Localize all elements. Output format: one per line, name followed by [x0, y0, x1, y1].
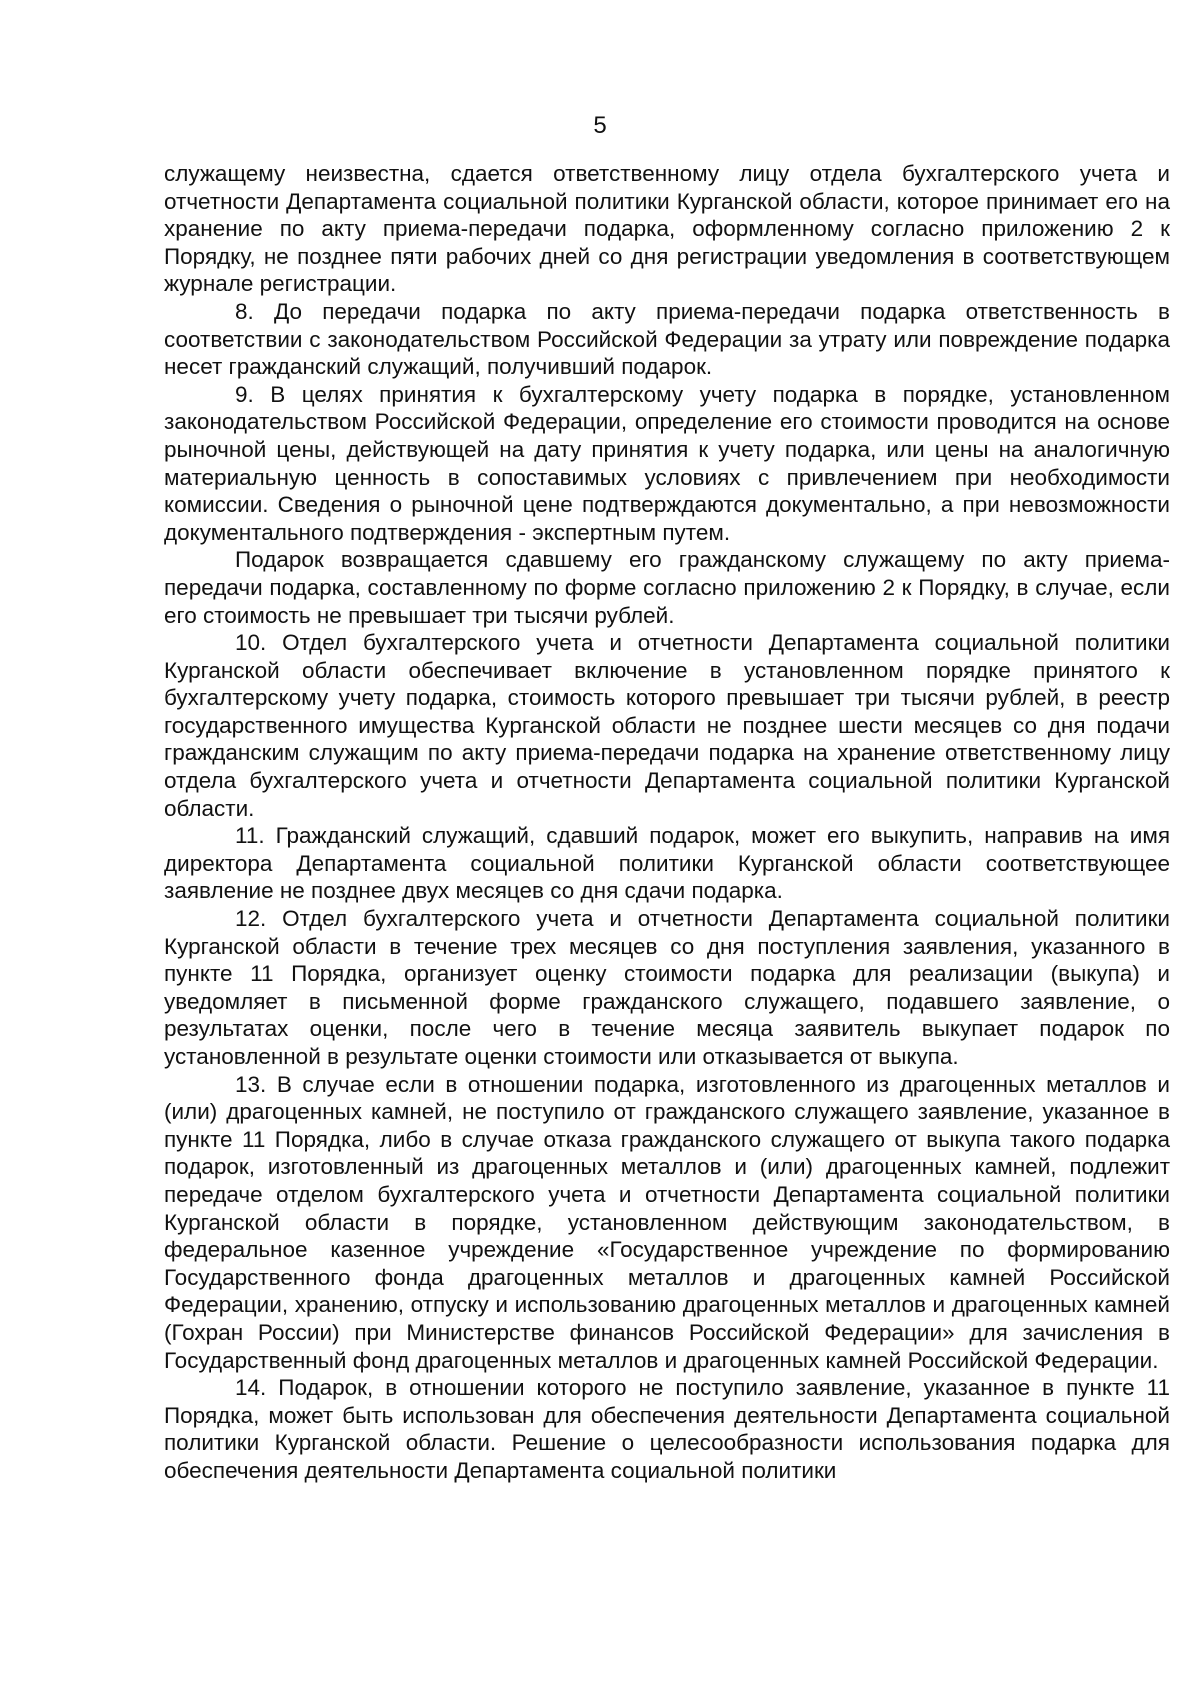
paragraph-item-8: 8. До передачи подарка по акту приема-передачи подарка ответственность в соответствии с законодательством Российской Федерации за утрату или повреждение подарка несет гражданский служащий, получивший подарок.	[164, 298, 1170, 380]
paragraph-item-10: 10. Отдел бухгалтерского учета и отчетности Департамента социальной политики Курганской области обеспечивает включение в установленном порядке принятого к бухгалтерскому учету подарка, стоимость которого превышает три тысячи рублей, в реестр государственного имущества Курганской области не позднее шести месяцев со дня подачи гражданским служащим по акту приема-передачи подарка на хранение ответственному лицу отдела бухгалтерского учета и отчетности Департамента социальной политики Курганской области.	[164, 630, 1170, 821]
paragraph-item-9: 9. В целях принятия к бухгалтерскому учету подарка в порядке, установленном законодательством Российской Федерации, определение его стоимости проводится на основе рыночной цены, действующей на дату принятия к учету подарка, или цены на аналогичную материальную ценность в сопоставимых условиях с привлечением при необходимости комиссии. Сведения о рыночной цене подтверждаются документально, а при невозможности документального подтверждения - экспертным путем.	[164, 381, 1170, 545]
page-number: 5	[593, 112, 607, 139]
document-body	[164, 160, 1170, 1485]
paragraph-item-13: 13. В случае если в отношении подарка, изготовленного из драгоценных металлов и (или) драгоценных камней, не поступило от гражданского служащего заявление, указанное в пункте 11 Порядка, либо в случае отказа гражданского служащего от выкупа такого подарка подарок, изготовленный из драгоценных металлов и (или) драгоценных камней, подлежит передаче отделом бухгалтерского учета и отчетности Департамента социальной политики Курганской области в порядке, установленном действующим законодательством, в федеральное казенное учреждение «Государственное учреждение по формированию Государственного фонда драгоценных металлов и драгоценных камней Российской Федерации, хранению, отпуску и использованию драгоценных металлов и драгоценных камней (Гохран России) при Министерстве финансов Российской Федерации» для зачисления в Государственный фонд драгоценных металлов и драгоценных камней Российской Федерации.	[164, 1071, 1170, 1373]
paragraph-item-12: 12. Отдел бухгалтерского учета и отчетности Департамента социальной политики Курганской области в течение трех месяцев со дня поступления заявления, указанного в пункте 11 Порядка, организует оценку стоимости подарка для реализации (выкупа) и уведомляет в письменной форме гражданского служащего, подавшего заявление, о результатах оценки, после чего в течение месяца заявитель выкупает подарок по установленной в результате оценки стоимости или отказывается от выкупа.	[164, 906, 1170, 1069]
paragraph-item-14: 14. Подарок, в отношении которого не поступило заявление, указанное в пункте 11 Порядка, может быть использован для обеспечения деятельности Департамента социальной политики Курганской области. Решение о целесообразности использования подарка для обеспечения деятельности Департамента социальной политики	[164, 1375, 1170, 1483]
paragraph-continuation: служащему неизвестна, сдается ответственному лицу отдела бухгалтерского учета и отчетности Департамента социальной политики Курганской области, которое принимает его на хранение по акту приема-передачи подарка, оформленному согласно приложению 2 к Порядку, не позднее пяти рабочих дней со дня регистрации уведомления в соответствующем журнале регистрации.	[164, 161, 1170, 297]
paragraph-gift-return: Подарок возвращается сдавшему его гражданскому служащему по акту приема-передачи подарка, составленному по форме согласно приложению 2 к Порядку, в случае, если его стоимость не превышает три тысячи рублей.	[164, 547, 1170, 628]
paragraph-item-11: 11. Гражданский служащий, сдавший подарок, может его выкупить, направив на имя директора Департамента социальной политики Курганской области соответствующее заявление не позднее двух месяцев со дня сдачи подарка.	[164, 823, 1170, 904]
